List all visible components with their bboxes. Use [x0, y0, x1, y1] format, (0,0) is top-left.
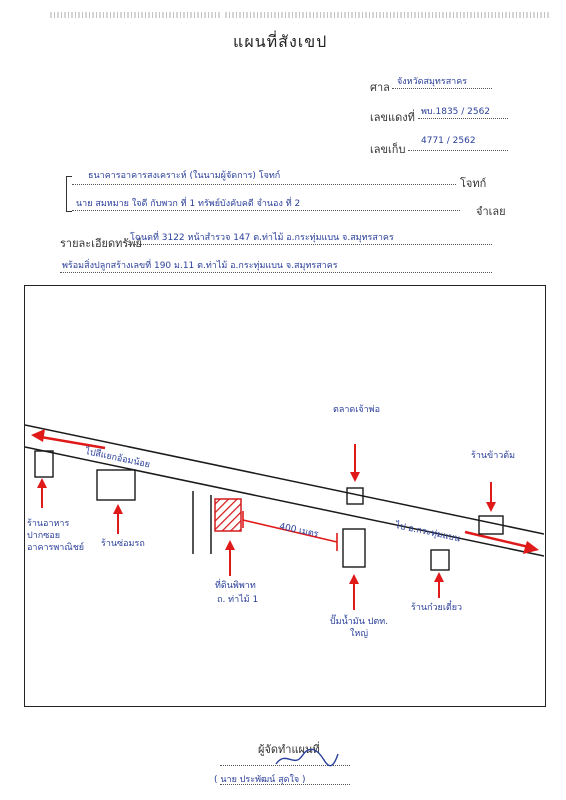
- building-left-1: [35, 451, 53, 477]
- scan-noise-top: [50, 12, 220, 18]
- black-case-line: [418, 118, 508, 119]
- road-label-left: ไปสี่แยกอ้อมน้อย: [84, 446, 151, 471]
- red-case-line: [408, 150, 508, 151]
- lm-left-2-label: ร้านซ่อมรถ: [101, 539, 145, 549]
- lm-property-label-2: ถ. ท่าไม้ 1: [217, 595, 259, 605]
- lm-arrow-top-center-head: [350, 472, 360, 482]
- lm-bottom-right-label: ร้านก๋วยเตี๋ยว: [411, 603, 463, 613]
- lm-top-right-label: ร้านข้าวต้ม: [471, 451, 516, 461]
- road-label-right: ไป อ.กระทุ่มแบน: [394, 520, 461, 545]
- lm-property-label: ที่ดินพิพาท: [215, 581, 256, 591]
- road-edge-top: [25, 425, 544, 534]
- plaintiff-label: โจทก์: [460, 177, 487, 190]
- property-label: รายละเอียดทรัพย์: [60, 237, 142, 250]
- defendant-label: จำเลย: [476, 205, 506, 218]
- property-hatched: [215, 499, 241, 531]
- court-line: [392, 88, 492, 89]
- lm-top-center-label: ตลาดเจ้าพ่อ: [333, 405, 380, 415]
- court-label: ศาล: [370, 81, 390, 94]
- arrow-right-head: [523, 541, 539, 554]
- building-left-2: [97, 470, 135, 500]
- map-frame: [24, 285, 546, 707]
- property-line-1: [128, 244, 492, 245]
- lm-arrow-top-right-head: [486, 502, 496, 512]
- red-case-label: เลขเก็บ: [370, 143, 406, 156]
- lm-arrow-bottom-right-head: [434, 572, 444, 582]
- page-title: แผนที่สังเขป: [233, 32, 328, 51]
- lm-left-1-label: ร้านอาหาร ปากซอย อาคารพาณิชย์: [27, 519, 85, 553]
- scan-noise-top-right: [225, 12, 550, 18]
- distance-label: 400 เมตร: [278, 521, 320, 540]
- plaintiff-line: [72, 184, 456, 185]
- property-line-2: [60, 272, 492, 273]
- parties-bracket: [66, 176, 72, 212]
- property-line-1-text: โฉนดที่ 3122 หน้าสำรวจ 147 ต.ท่าไม้ อ.กระทุ่มแบน จ.สมุทรสาคร: [130, 233, 394, 243]
- property-line-2-text: พร้อมสิ่งปลูกสร้างเลขที่ 190 ม.11 ต.ท่าไม้ อ.กระทุ่มแบน จ.สมุทรสาคร: [62, 261, 338, 271]
- map-drawing: [25, 286, 544, 705]
- plaintiff-value: ธนาคารอาคารสงเคราะห์ (ในนามผู้จัดการ) โจทก์: [88, 171, 281, 181]
- building-bottom-center: [343, 529, 365, 567]
- maker-name-line: [220, 784, 350, 785]
- lm-arrow-left-2-head: [113, 504, 123, 514]
- lm-arrow-property-head: [225, 540, 235, 550]
- defendant-value: นาย สมหมาย ใจดี กับพวก ที่ 1 ทรัพย์บังคับคดี จำนอง ที่ 2: [76, 199, 301, 209]
- black-case-value: พบ.1835 / 2562: [421, 107, 491, 117]
- black-case-label: เลขแดงที่: [370, 111, 415, 124]
- lm-arrow-left-1-head: [37, 478, 47, 488]
- arrow-left-head: [31, 429, 45, 442]
- red-case-value: 4771 / 2562: [421, 136, 476, 146]
- lm-bottom-center-label: ปั๊มน้ำมัน ปตท. ใหญ่: [329, 617, 389, 639]
- map-maker-name: ( นาย ประพัฒน์ สุดใจ ): [214, 775, 306, 785]
- court-value: จังหวัดสมุทรสาคร: [397, 77, 468, 87]
- signature-mark: [272, 746, 342, 770]
- lm-arrow-bottom-center-head: [349, 574, 359, 584]
- map-maker-label: ผู้จัดทำแผนที่: [258, 743, 320, 756]
- defendant-line: [72, 210, 460, 211]
- building-bottom-right: [431, 550, 449, 570]
